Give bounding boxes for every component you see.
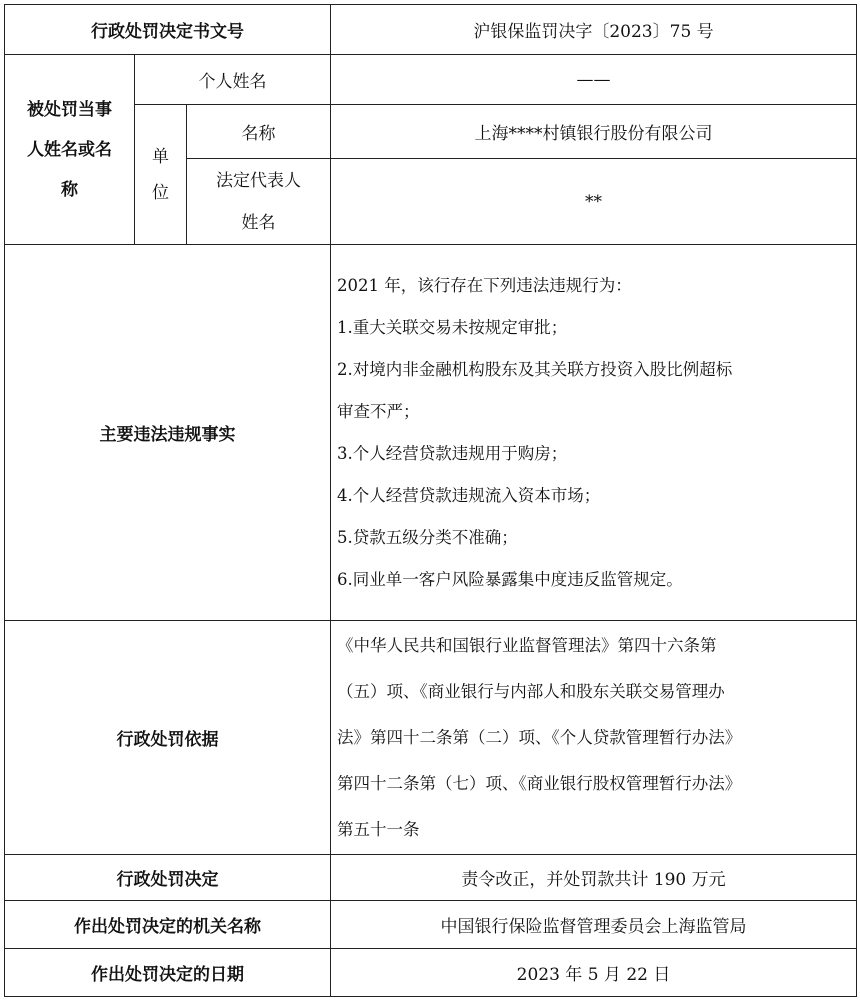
decision-label: 行政处罚决定	[5, 855, 331, 901]
rep-label	[187, 159, 331, 245]
basis-line: 第四十二条第（七）项、《商业银行股权管理暂行办法》	[337, 773, 742, 793]
party-label-line: 被处罚当事	[27, 99, 112, 120]
penalty-decision-table	[4, 4, 857, 997]
rep-value: **	[331, 159, 857, 245]
violations-row	[5, 245, 857, 621]
unit-name-value: 上海****村镇银行股份有限公司	[331, 105, 857, 159]
rep-label-line: 法定代表人	[216, 170, 301, 191]
unit-name-label: 名称	[187, 105, 331, 159]
basis-content	[331, 621, 857, 855]
individual-label: 个人姓名	[135, 55, 331, 105]
doc-number-value: 沪银保监罚决字〔2023〕75 号	[331, 5, 857, 55]
date-label: 作出处罚决定的日期	[5, 949, 331, 997]
decision-row	[5, 855, 857, 901]
basis-row	[5, 621, 857, 855]
violations-label: 主要违法违规事实	[5, 245, 331, 621]
authority-value: 中国银行保险监督管理委员会上海监管局	[331, 901, 857, 949]
unit-label	[135, 105, 187, 245]
basis-line: （五）项、《商业银行与内部人和股东关联交易管理办	[337, 681, 725, 701]
individual-row	[5, 55, 857, 105]
unit-label-line: 位	[152, 182, 169, 203]
basis-line: 《中华人民共和国银行业监督管理法》第四十六条第	[337, 635, 717, 655]
authority-row	[5, 901, 857, 949]
party-label-line: 人姓名或名	[27, 139, 112, 160]
party-label	[5, 55, 135, 245]
doc-number-row	[5, 5, 857, 55]
violation-line: 1.重大关联交易未按规定审批；	[337, 317, 568, 337]
date-row	[5, 949, 857, 997]
basis-line: 第五十一条	[337, 819, 420, 839]
violation-line: 审查不严；	[337, 401, 420, 421]
party-label-line: 称	[61, 179, 78, 200]
unit-label-line: 单	[152, 146, 169, 167]
violation-line: 2.对境内非金融机构股东及其关联方投资入股比例超标	[337, 359, 733, 379]
decision-value: 责令改正，并处罚款共计 190 万元	[331, 855, 857, 901]
doc-number-label: 行政处罚决定书文号	[5, 5, 331, 55]
violation-line: 3.个人经营贷款违规用于购房；	[337, 443, 568, 463]
basis-line: 法》第四十二条第（二）项、《个人贷款管理暂行办法》	[337, 727, 742, 747]
date-value: 2023 年 5 月 22 日	[331, 949, 857, 997]
violations-content	[331, 245, 857, 621]
rep-label-line: 姓名	[241, 212, 276, 233]
individual-value: ——	[331, 55, 857, 105]
violation-line: 4.个人经营贷款违规流入资本市场；	[337, 485, 601, 505]
authority-label: 作出处罚决定的机关名称	[5, 901, 331, 949]
violation-line: 6.同业单一客户风险暴露集中度违反监管规定。	[337, 569, 683, 589]
violation-line: 2021 年，该行存在下列违法违规行为：	[337, 275, 632, 295]
basis-label: 行政处罚依据	[5, 621, 331, 855]
violation-line: 5.贷款五级分类不准确；	[337, 527, 518, 547]
